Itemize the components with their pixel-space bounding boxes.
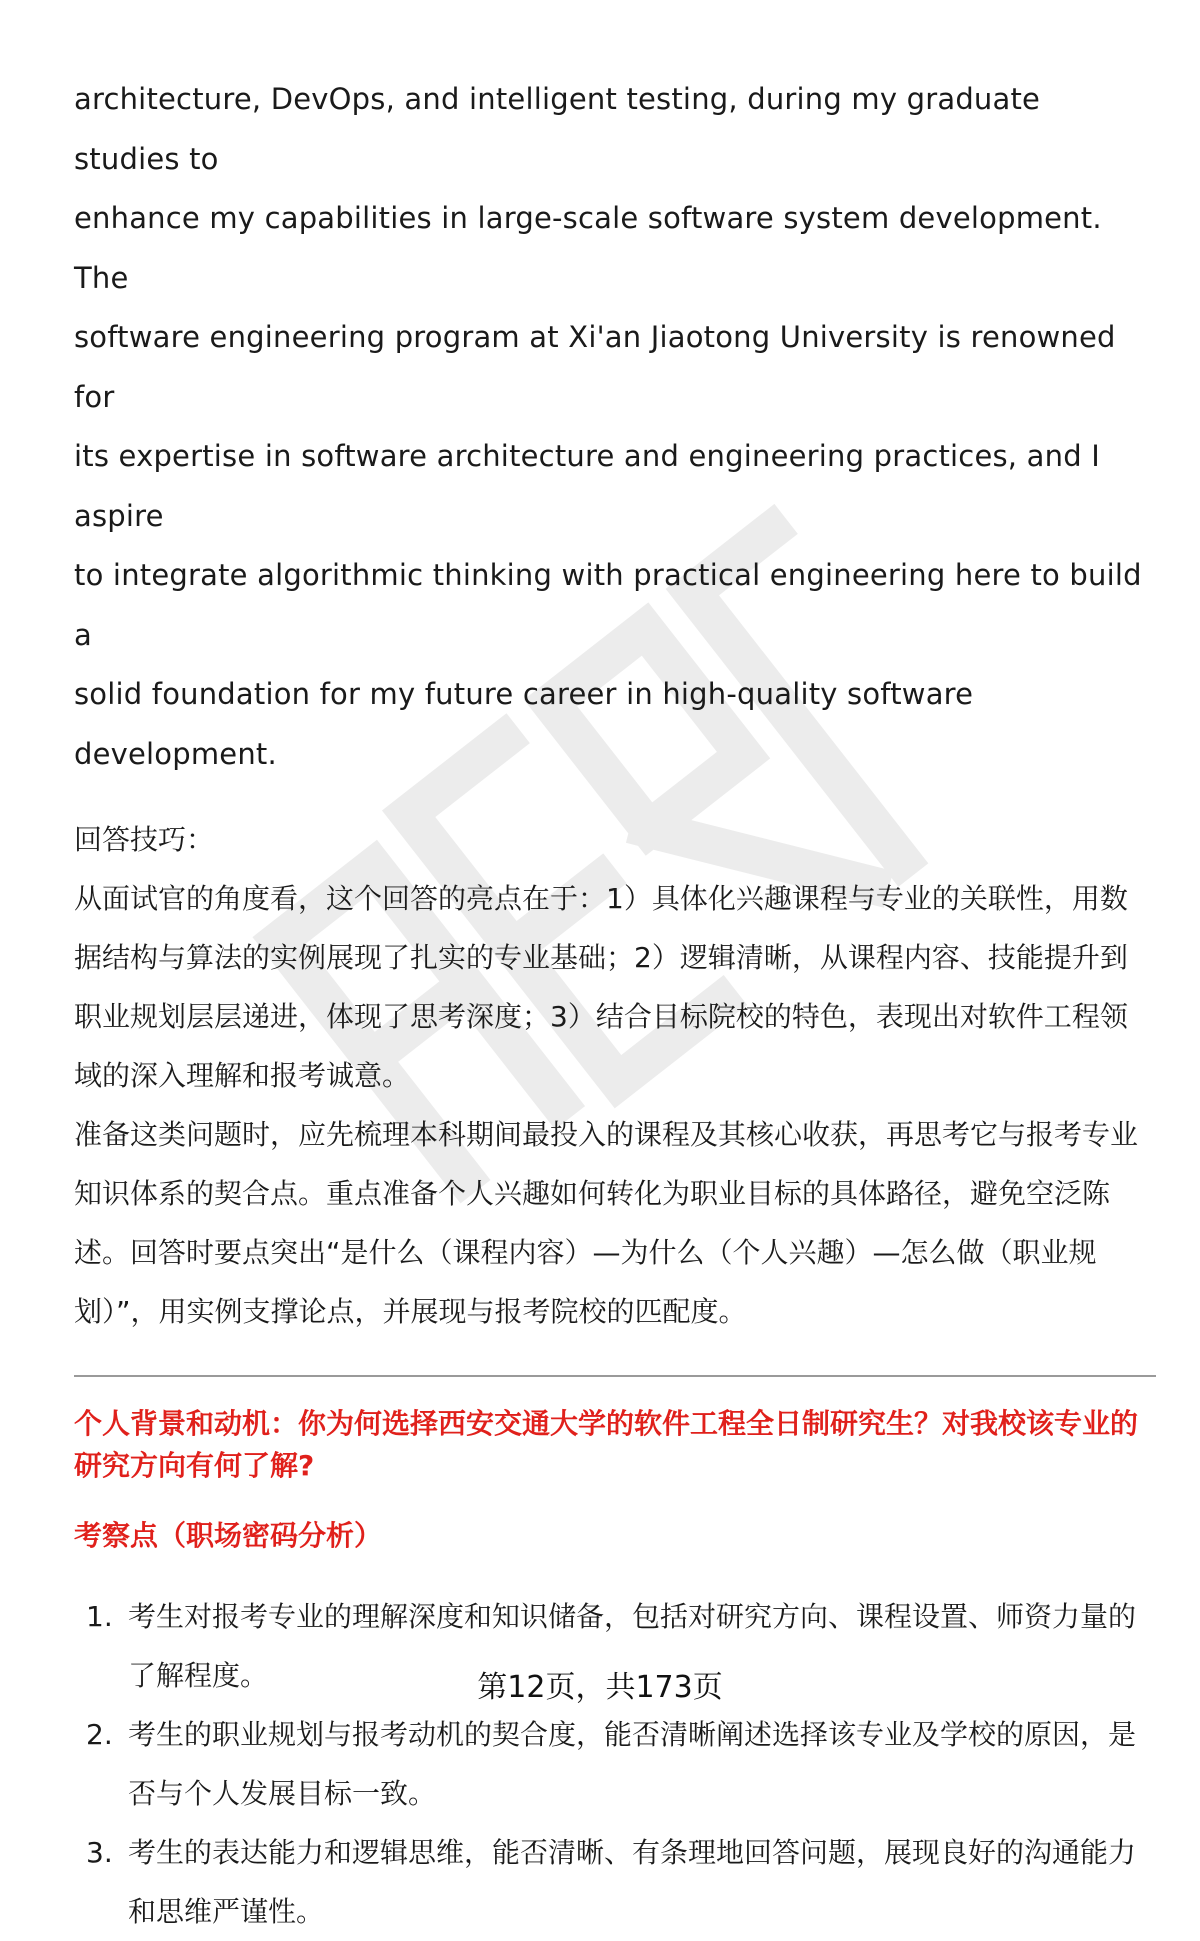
english-answer-paragraph	[74, 70, 1154, 784]
list-item-number: 2.	[86, 1718, 113, 1751]
tips-title: 回答技巧：	[74, 823, 215, 856]
answer-tips-section	[74, 810, 1154, 1341]
section-divider	[74, 1375, 1156, 1377]
answer-line: enhance my capabilities in large-scale software system development. The	[74, 201, 1102, 295]
list-item-text: 考生的表达能力和逻辑思维，能否清晰、有条理地回答问题，展现良好的沟通能力和思维严谨性。	[128, 1836, 1137, 1928]
list-item	[74, 1823, 1154, 1941]
answer-line: its expertise in software architecture and engineering practices, and I aspire	[74, 439, 1100, 533]
list-item-number: 3.	[86, 1836, 113, 1869]
interview-question: 个人背景和动机：你为何选择西安交通大学的软件工程全日制研究生？对我校该专业的研究方向有何了解?	[74, 1407, 1139, 1482]
page-number-footer: 第12页，共173页	[477, 1670, 723, 1705]
answer-line: architecture, DevOps, and intelligent testing, during my graduate studies to	[74, 82, 1041, 176]
list-item-number: 1.	[86, 1600, 113, 1633]
assessment-heading: 考察点（职场密码分析）	[74, 1519, 383, 1552]
list-item	[74, 1705, 1154, 1823]
list-item-text: 考生的职业规划与报考动机的契合度，能否清晰阐述选择该专业及学校的原因，是否与个人发展目标一致。	[128, 1718, 1137, 1810]
document-page	[74, 70, 1154, 1941]
tips-paragraph-highlights: 从面试官的角度看，这个回答的亮点在于：1）具体化兴趣课程与专业的关联性，用数据结构与算法的实例展现了扎实的专业基础；2）逻辑清晰，从课程内容、技能提升到职业规划层层递进，体现了思考深度；3）结合目标院校的特色，表现出对软件工程领域的深入理解和报考诚意。	[74, 882, 1128, 1092]
answer-line: solid foundation for my future career in high-quality software development.	[74, 677, 974, 771]
tips-paragraph-preparation: 准备这类问题时，应先梳理本科期间最投入的课程及其核心收获，再思考它与报考专业知识体系的契合点。重点准备个人兴趣如何转化为职业目标的具体路径，避免空泛陈述。回答时要点突出“是什么（课程内容）—为什么（个人兴趣）—怎么做（职业规划）”，用实例支撑论点，并展现与报考院校的匹配度。	[74, 1118, 1139, 1328]
answer-line: software engineering program at Xi'an Jiaotong University is renowned for	[74, 320, 1116, 414]
list-item-text: 考生对报考专业的理解深度和知识储备，包括对研究方向、课程设置、师资力量的了解程度。	[128, 1600, 1137, 1692]
answer-line: to integrate algorithmic thinking with practical engineering here to build a	[74, 558, 1142, 652]
assessment-list	[74, 1587, 1154, 1941]
